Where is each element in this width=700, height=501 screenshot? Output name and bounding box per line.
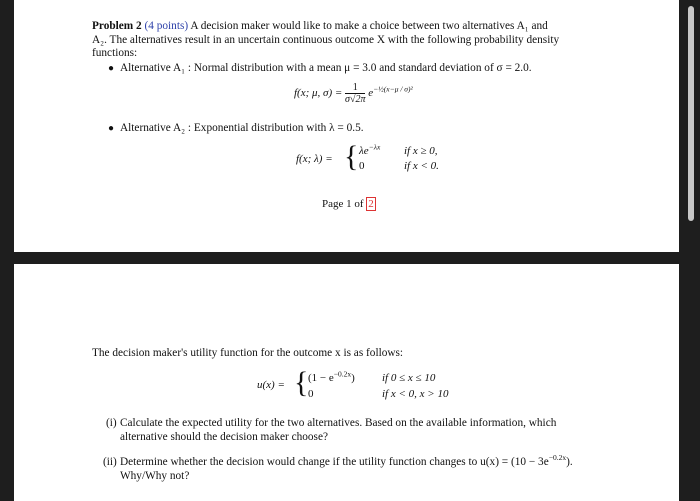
question-1-line2: alternative should the decision maker choose? <box>120 431 328 443</box>
exponential-case-1-cond: if x ≥ 0, <box>404 145 438 157</box>
exponential-case-2-cond: if x < 0. <box>404 160 439 172</box>
question-2-line2: Why/Why not? <box>120 470 190 482</box>
normal-pdf-exponent: −½(x−μ / σ)² <box>373 84 413 94</box>
exponential-pdf-lhs-text: f(x; λ) = <box>296 153 333 165</box>
cases-brace-icon: { <box>294 366 309 399</box>
question-1-line1: Calculate the expected utility for the two alternatives. Based on the available information, which <box>120 417 557 429</box>
alternative-2-text: Alternative A₂ : Exponential distribution with λ = 0.5. <box>120 122 364 134</box>
exponential-case-1-expr: λe <box>359 145 369 157</box>
question-2-line1-end: ). <box>566 456 573 468</box>
pdf-page-2 <box>14 264 679 501</box>
utility-lhs-text: u(x) = <box>257 379 285 391</box>
normal-pdf-exp-base: e <box>368 87 374 100</box>
utility-intro: The decision maker's utility function for the outcome x is as follows: <box>92 347 404 359</box>
question-2-sup: −0.2x <box>548 453 567 463</box>
normal-pdf-numerator: 1 <box>345 82 365 94</box>
exponential-case-2-expr: 0 <box>359 160 365 172</box>
problem-intro-line2: A₂. The alternatives result in an uncertain continuous outcome X with the following probability density <box>92 34 560 46</box>
utility-case-2 <box>308 388 449 400</box>
vertical-scrollbar[interactable] <box>688 6 694 221</box>
utility-case-2-expr: 0 <box>308 388 314 400</box>
utility-case-1-expr: (1 − e <box>308 372 334 384</box>
alternative-1-text: Alternative A₁ : Normal distribution with a mean μ = 3.0 and standard deviation of σ = 2.0. <box>120 62 532 74</box>
page-number <box>322 198 376 210</box>
problem-label: Problem 2 <box>92 20 142 32</box>
pdf-page-1 <box>14 0 679 252</box>
question-2-label: (ii) <box>103 456 117 468</box>
normal-pdf-fraction <box>345 82 365 105</box>
utility-case-2-cond: if x < 0, x > 10 <box>382 388 449 400</box>
normal-pdf-equation <box>294 82 413 105</box>
normal-pdf-denominator: σ√2π <box>345 94 366 105</box>
points-link[interactable]: (4 points) <box>144 20 189 32</box>
question-2-line1 <box>120 455 573 469</box>
utility-case-1-close: ) <box>351 372 355 384</box>
utility-case-1 <box>308 369 436 384</box>
problem-intro-line3: functions: <box>92 47 138 59</box>
normal-pdf-lhs: f(x; μ, σ) = <box>294 87 343 100</box>
problem-intro-line1 <box>92 19 548 33</box>
question-2-line1-text: Determine whether the decision would change if the utility function changes to u(x) = (10 − 3e <box>120 456 549 468</box>
utility-case-1-cond: if 0 ≤ x ≤ 10 <box>382 372 436 384</box>
exponential-case-1-sup: −λx <box>368 142 381 152</box>
cases-brace-icon: { <box>344 140 359 173</box>
exponential-case-2 <box>359 160 439 172</box>
exponential-case-1 <box>359 142 438 157</box>
utility-case-1-sup: −0.2x <box>333 369 352 379</box>
intro-line1-text: A decision maker would like to make a choice between two alternatives A₁ and <box>190 20 548 32</box>
utility-lhs <box>257 379 285 391</box>
exponential-pdf-lhs <box>296 153 333 165</box>
question-1-label: (i) <box>106 417 117 429</box>
bullet-icon: ● <box>108 123 115 134</box>
bullet-icon: ● <box>108 63 115 74</box>
page-total-link[interactable]: 2 <box>368 198 374 210</box>
page-number-label: Page 1 of <box>322 198 364 210</box>
